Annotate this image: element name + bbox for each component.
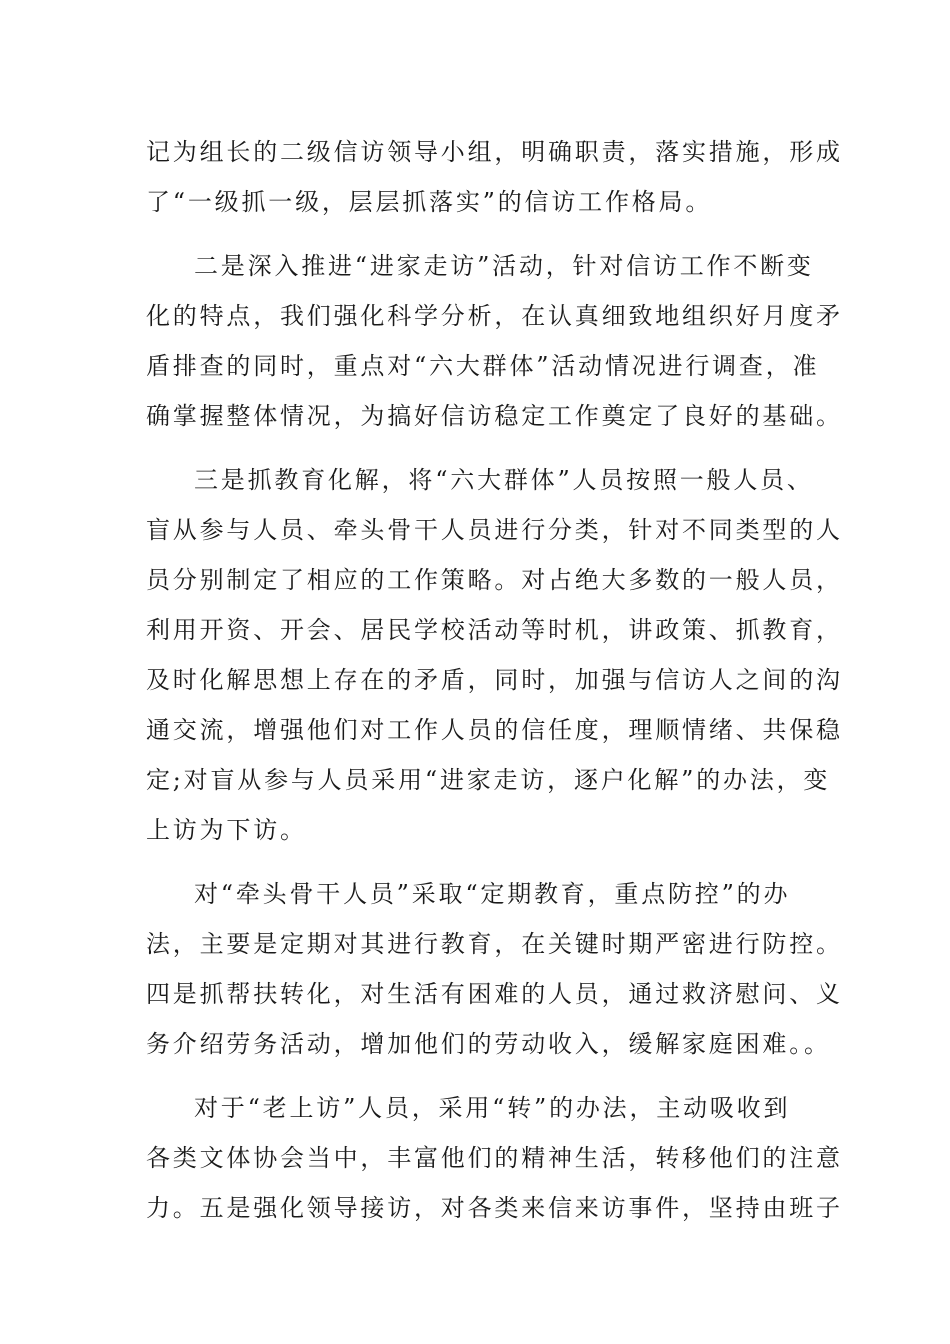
text-line: 定;对盲从参与人员采用“进家走访，逐户化解”的办法，变	[146, 766, 831, 794]
text-line: 上访为下访。	[146, 816, 307, 844]
paragraph-first-line: 对“牵头骨干人员”采取“定期教育，重点防控”的办	[194, 880, 791, 908]
text-line: 了“一级抓一级，层层抓落实”的信访工作格局。	[146, 188, 713, 216]
text-line: 利用开资、开会、居民学校活动等时机，讲政策、抓教育，	[146, 616, 843, 644]
text-line: 力。五是强化领导接访，对各类来信来访事件，坚持由班子	[146, 1194, 843, 1222]
text-line: 化的特点，我们强化科学分析，在认真细致地组织好月度矛	[146, 302, 843, 330]
paragraph-first-line: 三是抓教育化解，将“六大群体”人员按照一般人员、	[194, 466, 814, 494]
paragraph-first-line: 对于“老上访”人员，采用“转”的办法，主动吸收到	[194, 1094, 791, 1122]
text-line: 记为组长的二级信访领导小组，明确职责，落实措施，形成	[146, 138, 843, 166]
text-line: 盲从参与人员、牵头骨干人员进行分类，针对不同类型的人	[146, 516, 843, 544]
paragraph-first-line: 二是深入推进“进家走访”活动，针对信访工作不断变	[194, 252, 814, 280]
text-line: 及时化解思想上存在的矛盾，同时，加强与信访人之间的沟	[146, 666, 843, 694]
text-line: 员分别制定了相应的工作策略。对占绝大多数的一般人员，	[146, 566, 843, 594]
text-line: 各类文体协会当中，丰富他们的精神生活，转移他们的注意	[146, 1144, 843, 1172]
text-line: 四是抓帮扶转化，对生活有困难的人员，通过救济慰问、义	[146, 980, 843, 1008]
text-line: 盾排查的同时，重点对“六大群体”活动情况进行调查，准	[146, 352, 820, 380]
text-line: 确掌握整体情况，为搞好信访稳定工作奠定了良好的基础。	[146, 402, 843, 430]
text-line: 法，主要是定期对其进行教育，在关键时期严密进行防控。	[146, 930, 843, 958]
text-line: 务介绍劳务活动，增加他们的劳动收入，缓解家庭困难。。	[146, 1030, 831, 1058]
text-line: 通交流，增强他们对工作人员的信任度，理顺情绪、共保稳	[146, 716, 843, 744]
